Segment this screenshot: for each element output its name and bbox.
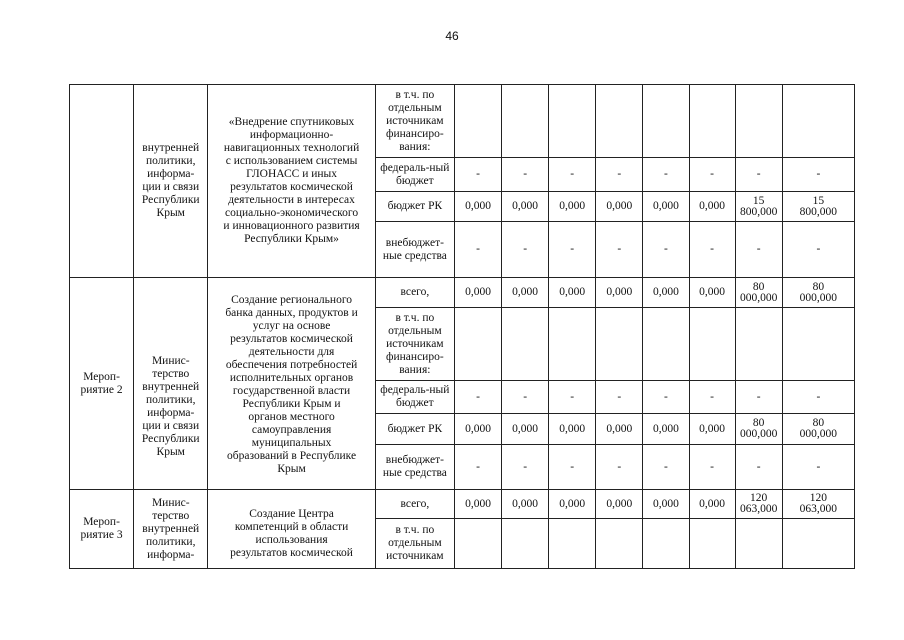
source-label: в т.ч. по отдельным источникам финансиро-вания: <box>375 85 454 158</box>
table-row: Мероп- риятие 2 Минис- терство внутренней политики, информа- ции и связи Республики Крым Создание регионального банка данных, продуктов и услуг на основе результатов космической деятельности для обеспечения потребностей исполнительных органов государственной власти Республики Крым и органов местного самоуправления муниципальных образований в Республике Крым всего, 0,000 0,000 0,000 0,000 0,000 0,000 80 000,000 80 000,000 <box>70 278 855 308</box>
value-cell: 80 000,000 <box>782 278 854 308</box>
table-row: внебюджет-ные средства - - - - - - - - <box>70 222 855 278</box>
value-cell: 120 063,000 <box>735 490 782 519</box>
event-cell: Мероп- риятие 3 <box>70 490 134 569</box>
row-label: федераль-ный бюджет <box>375 158 454 192</box>
value-cell: 80 000,000 <box>782 414 854 445</box>
row-label: бюджет РК <box>375 414 454 445</box>
executor-cell: внутренней политики, информа- ции и связи Республики Крым <box>134 85 208 278</box>
row-label: бюджет РК <box>375 192 454 222</box>
table-row: Мероп- риятие 3 Минис- терство внутренней политики, информа- Создание Центра компетенций в области использования результатов космической всего, 0,000 0,000 0,000 0,000 0,000 0,000 120 063,000 120 063,000 <box>70 490 855 519</box>
row-label: внебюджет-ные средства <box>375 222 454 278</box>
value-cell: 15 800,000 <box>735 192 782 222</box>
description-cell: Создание Центра компетенций в области использования результатов космической <box>208 490 375 569</box>
event-cell <box>70 85 134 278</box>
value-cell: 80 000,000 <box>735 278 782 308</box>
table-row: федераль-ный бюджет - - - - - - - - <box>70 158 855 192</box>
value-cell: 120 063,000 <box>782 490 854 519</box>
executor-cell: Минис- терство внутренней политики, информа- <box>134 490 208 569</box>
table-row: бюджет РК 0,000 0,000 0,000 0,000 0,000 0,000 15 800,000 15 800,000 <box>70 192 855 222</box>
page-number: 46 <box>445 29 459 43</box>
table-row: внебюджет-ные средства - - - - - - - - <box>70 445 855 490</box>
table-row: бюджет РК 0,000 0,000 0,000 0,000 0,000 0,000 80 000,000 80 000,000 <box>70 414 855 445</box>
value-cell: 15 800,000 <box>782 192 854 222</box>
row-label: федераль-ный бюджет <box>375 381 454 414</box>
source-label: в т.ч. по отдельным источникам <box>375 519 454 569</box>
event-cell: Мероп- риятие 2 <box>70 278 134 490</box>
source-label: в т.ч. по отдельным источникам финансиро-вания: <box>375 308 454 381</box>
description-cell: Создание регионального банка данных, продуктов и услуг на основе результатов космической деятельности для обеспечения потребностей исполнительных органов государственной власти Республики Крым и органов местного самоуправления муниципальных образований в Республике Крым <box>208 278 375 490</box>
row-label: всего, <box>375 490 454 519</box>
row-label: всего, <box>375 278 454 308</box>
value-cell: 80 000,000 <box>735 414 782 445</box>
row-label: внебюджет-ные средства <box>375 445 454 490</box>
table-row <box>70 85 855 158</box>
description-cell: «Внедрение спутниковых информационно- навигационных технологий с использованием системы ГЛОНАСС и иных результатов космической деятельности в интересах социально-экономического и инновационного развития Республики Крым» <box>208 85 375 278</box>
budget-table <box>69 84 855 569</box>
table-row: федераль-ный бюджет - - - - - - - - <box>70 381 855 414</box>
executor-cell: Минис- терство внутренней политики, информа- ции и связи Республики Крым <box>134 278 208 490</box>
